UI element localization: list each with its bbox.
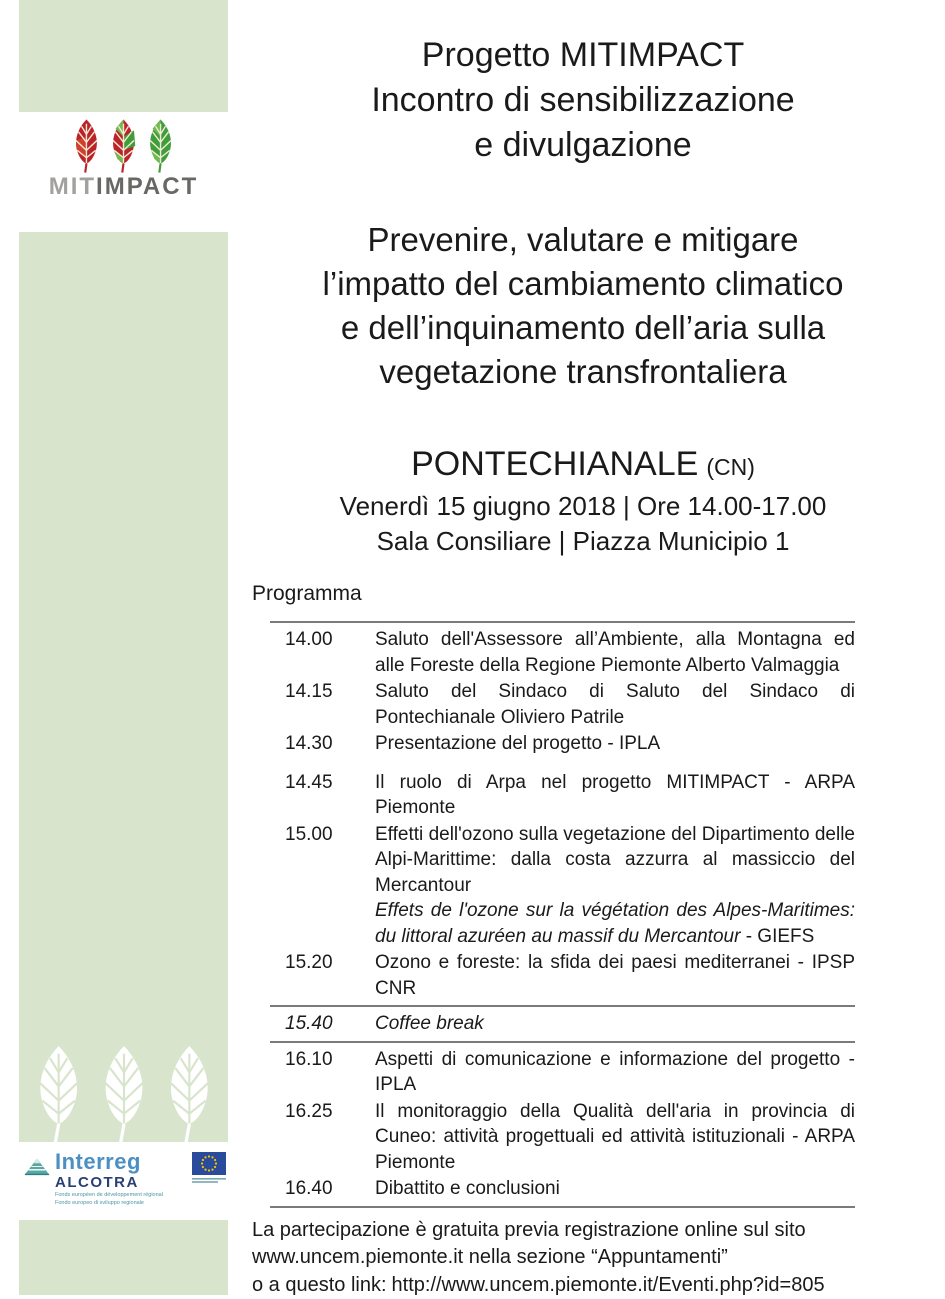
program-row <box>270 1011 855 1037</box>
interreg-tagline-it: Fondo europeo di sviluppo regionale <box>55 1200 144 1206</box>
program-time: 15.00 <box>285 823 333 845</box>
program-row <box>270 1047 855 1098</box>
footer-link-prefix: o a questo link: <box>252 1273 387 1296</box>
main-title-line1: Prevenire, valutare e mitigare <box>367 221 799 258</box>
program-description <box>375 1011 855 1037</box>
program-row <box>270 627 855 678</box>
divider <box>270 1206 855 1208</box>
interreg-alcotra-logo <box>19 1143 228 1217</box>
program-description-text: Saluto del Sindaco di Saluto del Sindaco di Pontechianale Oliviero Patrile <box>375 681 855 728</box>
divider <box>270 1005 855 1007</box>
footer-line3 <box>252 1272 916 1299</box>
program-time: 16.10 <box>285 1048 333 1070</box>
mitimpact-logo <box>19 118 228 226</box>
event-location-line <box>250 442 916 489</box>
program-time: 16.25 <box>285 1100 333 1122</box>
program-description-text: Il monitoraggio della Qualità dell'aria in provincia di Cuneo: attività progettuali ed attività istituzionali - ARPA Piemonte <box>375 1100 855 1173</box>
mountain-icon <box>23 1157 51 1177</box>
event-location: PONTECHIANALE <box>411 445 699 483</box>
program-description <box>375 950 855 1001</box>
program-time: 15.40 <box>285 1013 333 1034</box>
program-time: 14.00 <box>285 629 333 650</box>
program-time: 14.45 <box>285 771 333 793</box>
program-description <box>375 770 855 821</box>
program-description <box>375 1047 855 1098</box>
program-row <box>270 1176 855 1202</box>
mitimpact-wordmark <box>49 175 199 199</box>
header-title-line2: Incontro di sensibilizzazione <box>371 81 795 119</box>
sidebar-green-top <box>19 0 228 112</box>
program-description-text: Dibattito e conclusioni <box>375 1178 560 1199</box>
event-venue: Sala Consiliare | Piazza Municipio 1 <box>376 526 790 556</box>
program-description-text: Presentazione del progetto - IPLA <box>375 733 661 754</box>
program-time: 16.40 <box>285 1178 333 1199</box>
main-title <box>250 218 916 394</box>
event-info <box>250 442 916 559</box>
interreg-brand: Interreg <box>55 1149 141 1174</box>
program-row <box>270 950 855 1001</box>
program-heading: Programma <box>252 582 362 605</box>
program-time: 14.30 <box>285 733 333 754</box>
event-province: (CN) <box>706 454 755 480</box>
program-section <box>250 580 916 1299</box>
program-description <box>375 627 855 678</box>
header-title-line1: Progetto MITIMPACT <box>421 36 745 74</box>
program-row <box>270 731 855 757</box>
program-time: 14.15 <box>285 681 333 702</box>
program-description-text: Effetti dell'ozono sulla vegetazione del Dipartimento delle Alpi-Marittime: dalla costa azzurra al massiccio del Mercantour <box>375 823 855 896</box>
sidebar-green-middle <box>19 232 228 1142</box>
footer <box>252 1217 916 1299</box>
sidebar-green-bottom <box>19 1220 228 1295</box>
divider <box>270 1041 855 1043</box>
program-description-text: Saluto dell'Assessore all’Ambiente, alla Montagna ed alle Foreste della Regione Piemonte Alberto Valmaggia <box>375 629 855 676</box>
divider <box>270 621 855 623</box>
header-title <box>250 33 916 168</box>
program-description-text: Il ruolo di Arpa nel progetto MITIMPACT - ARPA Piemonte <box>375 771 855 818</box>
mitimpact-wordmark-prefix: MIT <box>48 173 97 200</box>
registration-link[interactable]: http://www.uncem.piemonte.it/Eventi.php?id=805 <box>391 1273 825 1296</box>
program-subtext <box>375 898 855 949</box>
main-title-line2: l’impatto del cambiamento climatico <box>322 265 844 302</box>
program-description-text: Ozono e foreste: la sfida dei paesi mediterranei - IPSP CNR <box>375 952 855 999</box>
eu-flag-icon <box>192 1152 226 1185</box>
program-row <box>270 770 855 821</box>
program-description <box>375 731 855 757</box>
program-description-text: Coffee break <box>375 1013 484 1034</box>
program-subtext-italic: Effets de l'ozone sur la végétation des Alpes-Maritimes: du littoral azuréen au massif du Mercantour <box>375 900 855 947</box>
program-row <box>270 679 855 730</box>
footer-line1: La partecipazione è gratuita previa registrazione online sul sito <box>252 1218 806 1241</box>
mitimpact-wordmark-suffix: IMPACT <box>96 173 199 200</box>
program-description-text: Aspetti di comunicazione e informazione del progetto - IPLA <box>375 1048 855 1095</box>
program-description <box>375 1099 855 1176</box>
program-row <box>270 1099 855 1176</box>
white-leaves-icon <box>31 1044 217 1142</box>
program-time: 15.20 <box>285 952 333 973</box>
footer-line2: www.uncem.piemonte.it nella sezione “Appuntamenti” <box>252 1246 728 1268</box>
alcotra-label: ALCOTRA <box>55 1174 139 1191</box>
program-description <box>375 679 855 730</box>
program-description <box>375 1176 855 1202</box>
program-row <box>270 822 855 950</box>
program-description <box>375 822 855 950</box>
program-table <box>270 621 855 1208</box>
event-datetime: Venerdì 15 giugno 2018 | Ore 14.00-17.00 <box>339 491 827 521</box>
mitimpact-leaves-icon <box>71 118 176 174</box>
interreg-tagline-fr: Fonds européen de développement régional <box>55 1192 163 1198</box>
main-title-line3: e dell’inquinamento dell’aria sulla <box>340 309 826 346</box>
header-title-line3: e divulgazione <box>474 126 692 164</box>
program-subtext-suffix: - GIEFS <box>740 925 815 947</box>
main-title-line4: vegetazione transfrontaliera <box>379 353 787 390</box>
